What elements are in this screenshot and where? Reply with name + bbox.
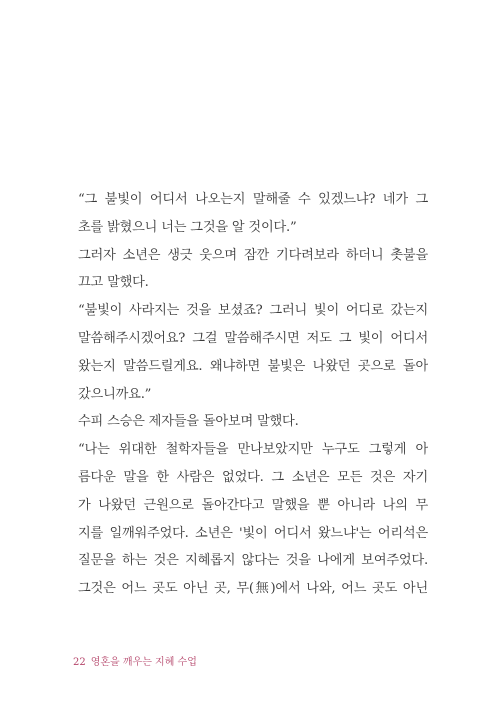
text-line: 가 나왔던 근원으로 돌아간다고 말했을 뿐 아니라 나의 무 — [78, 497, 428, 513]
text-line: 갔으니까요.” — [78, 386, 152, 402]
body-text — [78, 186, 428, 603]
text-line: “불빛이 사라지는 것을 보셨죠? 그러니 빛이 어디로 갔는지 — [78, 303, 428, 319]
text-line: 그러자 소년은 생긋 웃으며 잠깐 기다려보라 하더니 촛불을 — [78, 247, 428, 263]
text-line: 왔는지 말씀드릴게요. 왜냐하면 불빛은 나왔던 곳으로 돌아 — [78, 358, 428, 374]
text-line: 말씀해주시겠어요? 그걸 말씀해주시면 저도 그 빛이 어디서 — [78, 330, 428, 346]
text-line: 질문을 하는 것은 지혜롭지 않다는 것을 나에게 보여주었다. — [78, 553, 428, 569]
text-line: 수피 스승은 제자들을 돌아보며 말했다. — [78, 414, 299, 430]
text-line: 초를 밝혔으니 너는 그것을 알 것이다.” — [78, 219, 297, 235]
text-line: “나는 위대한 철학자들을 만나보았지만 누구도 그렇게 아 — [78, 442, 428, 458]
text-line: 그것은 어느 곳도 아닌 곳, 무(無)에서 나와, 어느 곳도 아닌 — [78, 581, 428, 597]
text-line: 끄고 말했다. — [78, 275, 149, 291]
text-line: 름다운 말을 한 사람은 없었다. 그 소년은 모든 것은 자기 — [78, 469, 428, 485]
page-number: 22 — [73, 657, 86, 668]
text-line: 지를 일깨워주었다. 소년은 '빛이 어디서 왔느냐'는 어리석은 — [78, 525, 428, 541]
page-footer — [73, 653, 197, 668]
text-line: “그 불빛이 어디서 나오는지 말해줄 수 있겠느냐? 네가 그 — [78, 192, 428, 207]
running-title: 영혼을 깨우는 지혜 수업 — [90, 657, 197, 668]
